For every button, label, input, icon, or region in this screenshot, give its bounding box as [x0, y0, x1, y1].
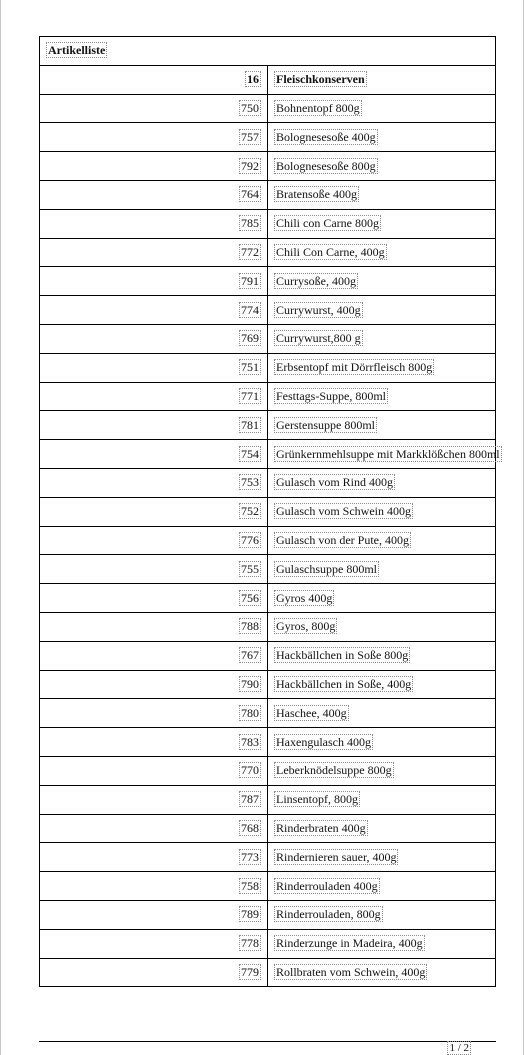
- item-number-cell: [40, 123, 268, 152]
- item-number: 783: [241, 734, 259, 749]
- footer-rule: [39, 1041, 496, 1042]
- item-name-cell: [268, 900, 496, 929]
- item-name-cell: [268, 382, 496, 411]
- category-name: Fleischkonserven: [276, 72, 365, 87]
- item-number: 751: [241, 360, 259, 375]
- item-number-cell: [40, 584, 268, 613]
- item-number-cell: [40, 468, 268, 497]
- item-number-cell: [40, 382, 268, 411]
- item-number-cell: [40, 929, 268, 958]
- item-number-cell: [40, 612, 268, 641]
- table-row: [40, 756, 496, 785]
- table-row: [40, 209, 496, 238]
- item-number: 757: [241, 129, 259, 144]
- title-cell: [40, 37, 496, 66]
- item-number-cell: [40, 440, 268, 469]
- item-name: Haschee, 400g: [276, 705, 347, 720]
- item-name-cell: [268, 468, 496, 497]
- item-number: 787: [241, 792, 259, 807]
- item-name-cell: [268, 267, 496, 296]
- table-row: [40, 900, 496, 929]
- category-name-cell: [268, 65, 496, 94]
- item-number: 788: [241, 619, 259, 634]
- item-number-cell: [40, 296, 268, 325]
- item-name: Gulasch vom Rind 400g: [276, 475, 393, 490]
- page-title: Artikelliste: [48, 43, 106, 58]
- item-name-cell: [268, 180, 496, 209]
- item-number-cell: [40, 785, 268, 814]
- item-number: 780: [241, 705, 259, 720]
- item-number-cell: [40, 180, 268, 209]
- item-number-cell: [40, 555, 268, 584]
- item-name: Rollbraten vom Schwein, 400g: [276, 964, 426, 979]
- item-number: 753: [241, 475, 259, 490]
- item-name-cell: [268, 872, 496, 901]
- table-row: [40, 728, 496, 757]
- item-number-cell: [40, 641, 268, 670]
- table-row: [40, 670, 496, 699]
- item-number: 792: [241, 158, 259, 173]
- item-number-cell: [40, 152, 268, 181]
- item-number-cell: [40, 728, 268, 757]
- table-row: [40, 94, 496, 123]
- item-number-cell: [40, 497, 268, 526]
- item-number: 779: [241, 964, 259, 979]
- table-row: [40, 440, 496, 469]
- item-number-cell: [40, 872, 268, 901]
- item-name-cell: [268, 555, 496, 584]
- table-row: [40, 526, 496, 555]
- item-name-cell: [268, 296, 496, 325]
- table-row: [40, 267, 496, 296]
- item-name: Bolognesesoße 400g: [276, 129, 376, 144]
- table-row: [40, 468, 496, 497]
- item-number-cell: [40, 814, 268, 843]
- table-row: [40, 641, 496, 670]
- item-number-cell: [40, 900, 268, 929]
- item-name-cell: [268, 699, 496, 728]
- item-number-cell: [40, 267, 268, 296]
- table-row: [40, 814, 496, 843]
- item-name: Gulaschsuppe 800ml: [276, 561, 377, 576]
- item-name: Gyros 400g: [276, 590, 333, 605]
- item-number: 768: [241, 820, 259, 835]
- item-number-cell: [40, 238, 268, 267]
- item-number: 764: [241, 187, 259, 202]
- item-name: Rinderzunge in Madeira, 400g: [276, 936, 423, 951]
- item-number: 790: [241, 676, 259, 691]
- item-number-cell: [40, 526, 268, 555]
- item-name-cell: [268, 152, 496, 181]
- table-row: [40, 411, 496, 440]
- item-name: Gyros, 800g: [276, 619, 336, 634]
- item-name: Rindernieren sauer, 400g: [276, 849, 397, 864]
- item-name: Chili con Carne 800g: [276, 216, 379, 231]
- item-number-cell: [40, 756, 268, 785]
- category-number: 16: [247, 72, 259, 87]
- item-name: Erbsentopf mit Dörrfleisch 800g: [276, 360, 433, 375]
- page-number: [447, 1042, 471, 1054]
- item-name-cell: [268, 324, 496, 353]
- item-name: Leberknödelsuppe 800g: [276, 763, 392, 778]
- table-row: [40, 872, 496, 901]
- item-number-cell: [40, 94, 268, 123]
- item-name: Rinderbraten 400g: [276, 820, 366, 835]
- item-name-cell: [268, 123, 496, 152]
- item-name: Bolognesesoße 800g: [276, 158, 376, 173]
- item-name: Currywurst, 400g: [276, 302, 361, 317]
- table-row: [40, 584, 496, 613]
- table-row: [40, 180, 496, 209]
- item-name-cell: [268, 756, 496, 785]
- category-row: [40, 65, 496, 94]
- item-name: Gulasch vom Schwein 400g: [276, 504, 411, 519]
- item-number-cell: [40, 699, 268, 728]
- table-row: [40, 238, 496, 267]
- item-name-cell: [268, 785, 496, 814]
- item-name-cell: [268, 814, 496, 843]
- item-name-cell: [268, 641, 496, 670]
- item-name: Gerstensuppe 800ml: [276, 417, 375, 432]
- page-number-text: 1 / 2: [449, 1042, 469, 1054]
- item-number: 774: [241, 302, 259, 317]
- table-row: [40, 123, 496, 152]
- item-number: 767: [241, 648, 259, 663]
- table-row: [40, 152, 496, 181]
- item-name-cell: [268, 670, 496, 699]
- category-number-cell: [40, 65, 268, 94]
- item-number: 752: [241, 504, 259, 519]
- table-row: [40, 382, 496, 411]
- article-table: [39, 36, 500, 987]
- item-name-cell: [268, 238, 496, 267]
- item-name: Rinderrouladen, 800g: [276, 907, 381, 922]
- item-number: 771: [241, 388, 259, 403]
- item-number-cell: [40, 209, 268, 238]
- item-name-cell: [268, 843, 496, 872]
- item-name-cell: [268, 411, 496, 440]
- item-number-cell: [40, 958, 268, 987]
- item-name-cell: [268, 958, 496, 987]
- item-name: Currysoße, 400g: [276, 273, 356, 288]
- item-name-cell: [268, 440, 500, 469]
- table-row: [40, 353, 496, 382]
- item-name-cell: [268, 929, 496, 958]
- item-number: 785: [241, 216, 259, 231]
- item-name-cell: [268, 209, 496, 238]
- table-row: [40, 497, 496, 526]
- table-row: [40, 699, 496, 728]
- table-row: [40, 612, 496, 641]
- item-number: 756: [241, 590, 259, 605]
- table-row: [40, 929, 496, 958]
- item-name-cell: [268, 353, 496, 382]
- item-name-cell: [268, 94, 496, 123]
- item-number: 781: [241, 417, 259, 432]
- item-name-cell: [268, 526, 496, 555]
- item-number-cell: [40, 411, 268, 440]
- item-number-cell: [40, 353, 268, 382]
- item-number: 772: [241, 244, 259, 259]
- item-number: 778: [241, 936, 259, 951]
- item-name-cell: [268, 612, 496, 641]
- table-row: [40, 843, 496, 872]
- item-name: Grünkernmehlsuppe mit Markklößchen 800ml: [276, 446, 500, 461]
- item-name: Hackbällchen in Soße, 400g: [276, 676, 412, 691]
- item-number-cell: [40, 843, 268, 872]
- item-name-cell: [268, 584, 496, 613]
- item-number-cell: [40, 670, 268, 699]
- item-name: Bratensoße 400g: [276, 187, 357, 202]
- item-number-cell: [40, 324, 268, 353]
- item-name: Hackbällchen in Soße 800g: [276, 648, 409, 663]
- table-row: [40, 296, 496, 325]
- table-row: [40, 555, 496, 584]
- item-name-cell: [268, 497, 496, 526]
- item-number: 754: [241, 446, 259, 461]
- item-number: 758: [241, 878, 259, 893]
- table-row: [40, 785, 496, 814]
- item-number: 750: [241, 100, 259, 115]
- item-name: Linsentopf, 800g: [276, 792, 358, 807]
- item-number: 791: [241, 273, 259, 288]
- item-name: Rinderrouladen 400g: [276, 878, 378, 893]
- item-number: 769: [241, 331, 259, 346]
- item-name: Currywurst,800 g: [276, 331, 361, 346]
- item-name-cell: [268, 728, 496, 757]
- item-number: 776: [241, 532, 259, 547]
- item-name: Haxengulasch 400g: [276, 734, 371, 749]
- item-name: Gulasch von der Pute, 400g: [276, 532, 409, 547]
- item-name: Festtags-Suppe, 800ml: [276, 388, 386, 403]
- item-name: Chili Con Carne, 400g: [276, 244, 385, 259]
- item-name: Bohnentopf 800g: [276, 100, 360, 115]
- table-row: [40, 958, 496, 987]
- item-number: 773: [241, 849, 259, 864]
- table-row: [40, 324, 496, 353]
- item-number: 789: [241, 907, 259, 922]
- item-number: 755: [241, 561, 259, 576]
- item-number: 770: [241, 763, 259, 778]
- title-row: [40, 37, 496, 66]
